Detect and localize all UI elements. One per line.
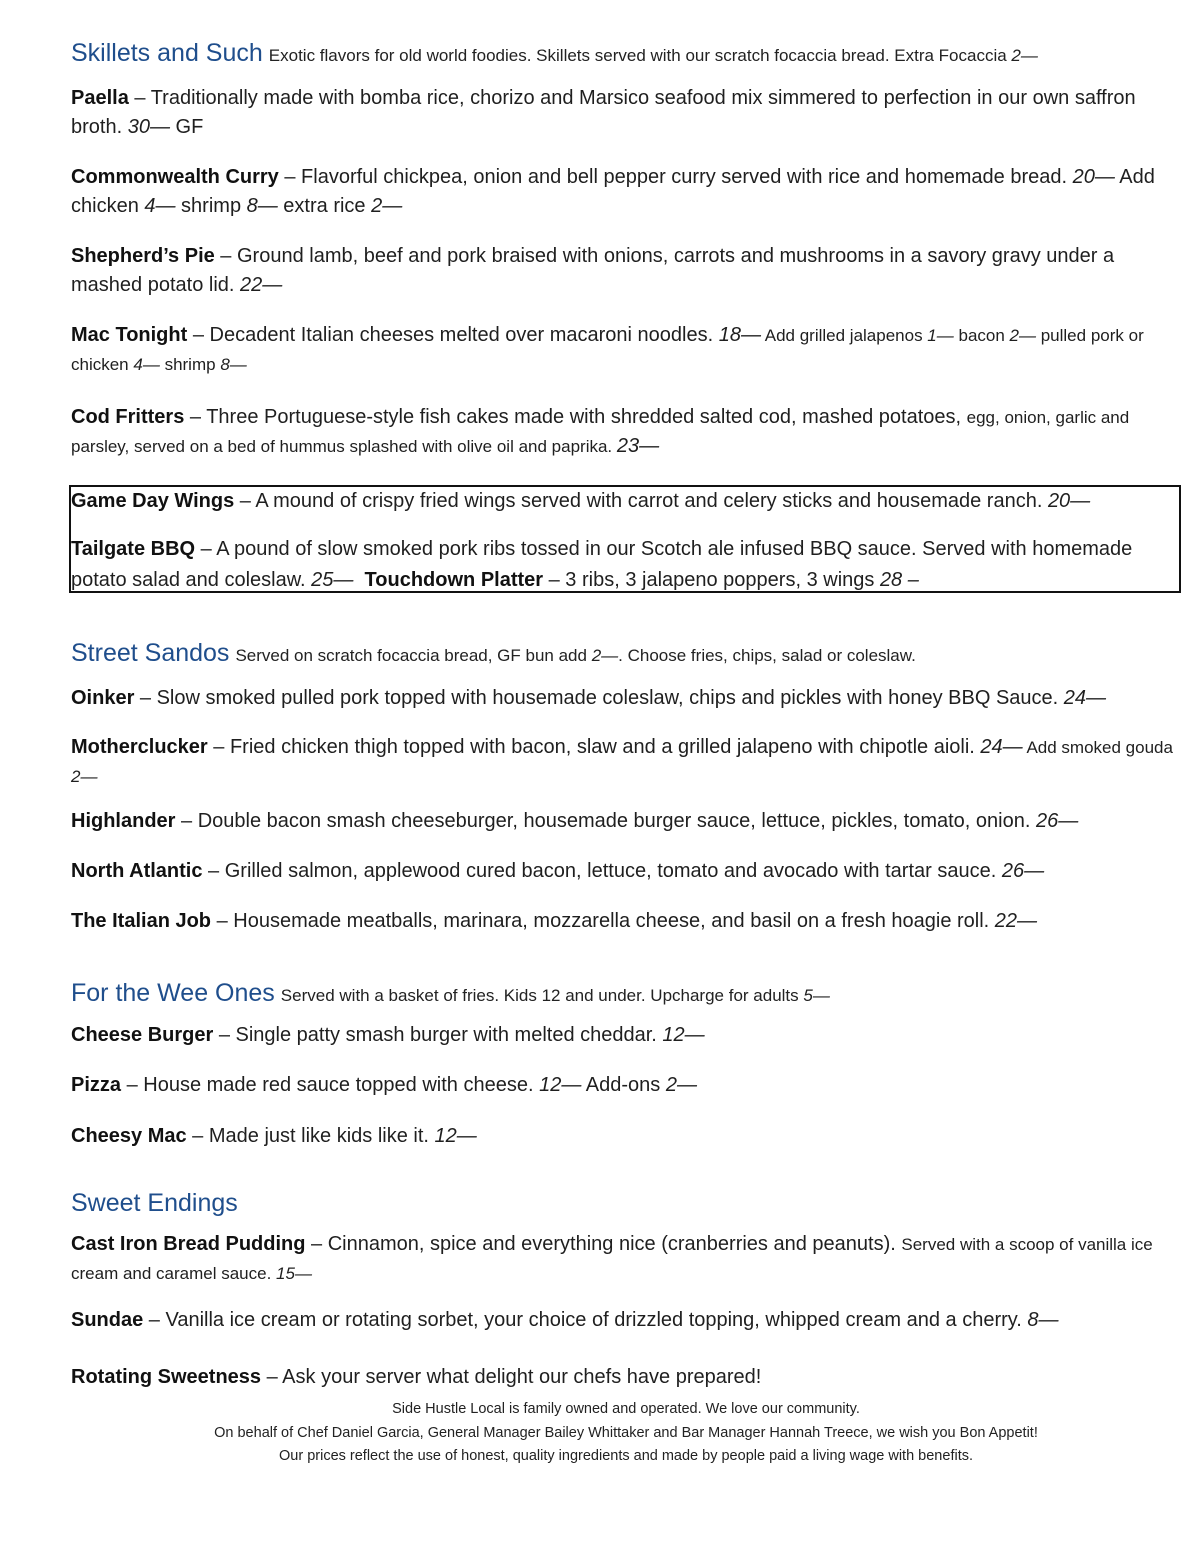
menu-item-north-atlantic (71, 857, 1181, 886)
price: 22— (240, 274, 283, 296)
item-description: – Vanilla ice cream or rotating sorbet, your choice of drizzled topping, whipped cream and a cherry. (143, 1309, 1028, 1331)
section-title: Sweet Endings (71, 1189, 238, 1217)
item-name: Shepherd’s Pie (71, 245, 215, 267)
menu-item-shepherds-pie (71, 242, 1181, 300)
item-description: – 3 ribs, 3 jalapeno poppers, 3 wings (543, 569, 880, 591)
item-description: – Grilled salmon, applewood cured bacon, lettuce, tomato and avocado with tartar sauce. (202, 860, 1002, 882)
menu-item-italian-job (71, 907, 1181, 936)
section-note: Exotic flavors for old world foodies. Skillets served with our scratch focaccia bread. Extra Focaccia 2— (268, 46, 1038, 65)
menu-item-rotating-sweetness (71, 1363, 1181, 1392)
price: 26— (1001, 860, 1045, 882)
item-name: Cheese Burger (71, 1024, 214, 1046)
footer-line: Side Hustle Local is family owned and operated. We love our community. (392, 1401, 860, 1417)
item-description: – Ground lamb, beef and pork braised with onions, carrots and mushrooms in a savory gravy under a mashed potato lid. (71, 245, 1115, 296)
addon: Add-ons (581, 1074, 666, 1096)
price: 25— (311, 569, 354, 591)
addon: shrimp (175, 195, 247, 217)
section-note: Served on scratch focaccia bread, GF bun add 2—. Choose fries, chips, salad or coleslaw. (235, 646, 916, 665)
item-description: – Made just like kids like it. (186, 1125, 435, 1147)
price: 20— (1047, 490, 1091, 512)
item-description: – Ask your server what delight our chefs have prepared! (261, 1366, 762, 1388)
dietary-note: GF (169, 116, 204, 138)
price: 2— (1011, 46, 1038, 65)
item-name: North Atlantic (71, 860, 203, 882)
game-day-specials-box (69, 485, 1181, 593)
item-name: Mac Tonight (71, 324, 188, 346)
price: 30— (127, 116, 170, 138)
item-description: – Double bacon smash cheeseburger, housemade burger sauce, lettuce, pickles, tomato, onion. (175, 810, 1036, 832)
item-description: – Fried chicken thigh topped with bacon, slaw and a grilled jalapeno with chipotle aioli. (207, 736, 981, 758)
price: 12— (662, 1024, 705, 1046)
item-name: Highlander (71, 810, 176, 832)
price: 4— (144, 195, 176, 217)
item-name: Rotating Sweetness (71, 1366, 262, 1388)
item-description: – A mound of crispy fried wings served with carrot and celery sticks and housemade ranch. (234, 490, 1048, 512)
price: 23— (616, 435, 660, 457)
menu-item-game-day-wings (71, 487, 1177, 516)
item-name: Cheesy Mac (71, 1125, 187, 1147)
item-name: Commonwealth Curry (71, 166, 279, 188)
addon: Add grilled jalapenos (760, 326, 928, 345)
price: 26— (1035, 810, 1079, 832)
addon: Add smoked gouda (1022, 738, 1173, 757)
price: 24— (1063, 687, 1107, 709)
price: 2— (71, 767, 98, 786)
price: 12— (434, 1125, 477, 1147)
menu-item-bread-pudding (71, 1230, 1181, 1288)
item-description: – Cinnamon, spice and everything nice (cranberries and peanuts). (305, 1233, 902, 1255)
item-name: The Italian Job (71, 910, 212, 932)
price: 20— (1072, 166, 1115, 188)
price: 28 – (879, 569, 919, 591)
price: 2— (591, 646, 619, 665)
item-name: Sundae (71, 1309, 144, 1331)
item-name: Paella (71, 87, 129, 109)
price: 24— (980, 736, 1023, 758)
item-description: – A pound of slow smoked pork ribs tossed in our Scotch ale infused BBQ sauce. Served with homemade potato salad and coleslaw. (71, 538, 1133, 591)
item-description: – Single patty smash burger with melted cheddar. (213, 1024, 663, 1046)
price: 2— (1009, 326, 1036, 345)
section-header-sweet-endings (71, 1188, 1181, 1218)
menu-item-mac-tonight (71, 321, 1181, 379)
item-name: Motherclucker (71, 736, 208, 758)
item-description: – Flavorful chickpea, onion and bell pepper curry served with rice and homemade bread. (278, 166, 1073, 188)
menu-item-cheesy-mac (71, 1122, 1181, 1151)
section-header-skillets (71, 38, 1181, 68)
footer-line: Our prices reflect the use of honest, quality ingredients and made by people paid a living wage with benefits. (279, 1448, 973, 1464)
section-title: Street Sandos (71, 639, 230, 667)
price: 18— (718, 324, 761, 346)
section-header-wee-ones (71, 978, 1181, 1008)
addon: pulled pork or chicken (71, 326, 1144, 374)
price: 8— (1027, 1309, 1059, 1331)
item-description: – Traditionally made with bomba rice, chorizo and Marsico seafood mix simmered to perfection in our own saffron broth. (71, 87, 1136, 138)
price: 22— (994, 910, 1038, 932)
price: 12— (539, 1074, 582, 1096)
footer-line: On behalf of Chef Daniel Garcia, General Manager Bailey Whittaker and Bar Manager Hannah Treece, we wish you Bon Appetit! (214, 1424, 1038, 1441)
item-description: – Slow smoked pulled pork topped with housemade coleslaw, chips and pickles with honey BBQ Sauce. (134, 687, 1064, 709)
item-name: Oinker (71, 687, 135, 709)
item-name: Pizza (71, 1074, 122, 1096)
item-description: Served with a scoop of vanilla ice cream and caramel sauce. (71, 1235, 1153, 1283)
section-header-sandos (71, 638, 1181, 668)
item-description: egg, onion, garlic and parsley, served on a bed of hummus splashed with olive oil and paprika. (71, 408, 1130, 456)
price: 1— (927, 326, 954, 345)
item-description: – Housemade meatballs, marinara, mozzarella cheese, and basil on a fresh hoagie roll. (211, 910, 995, 932)
item-description: – House made red sauce topped with cheese. (121, 1074, 540, 1096)
price: 15— (276, 1264, 312, 1283)
menu-item-cod-fritters (71, 403, 1181, 461)
addon: Add chicken (71, 166, 1155, 217)
section-title: Skillets and Such (71, 39, 263, 67)
addon: bacon (953, 326, 1010, 345)
menu-item-oinker (71, 684, 1181, 713)
section-note: Served with a basket of fries. Kids 12 and under. Upcharge for adults 5— (280, 986, 830, 1005)
price: 4— (133, 355, 160, 374)
menu-item-motherclucker (71, 733, 1181, 791)
price: 8— (246, 195, 278, 217)
addon: shrimp (159, 355, 221, 374)
menu-item-commonwealth-curry (71, 163, 1181, 221)
menu-item-tailgate-bbq (71, 534, 1177, 596)
price: 5— (803, 986, 830, 1005)
item-name: Cast Iron Bread Pudding (71, 1233, 306, 1255)
item-name: Cod Fritters (71, 406, 185, 428)
item-name: Game Day Wings (71, 490, 235, 512)
menu-item-paella (71, 84, 1181, 142)
menu-item-pizza (71, 1071, 1181, 1100)
addon: extra rice (277, 195, 372, 217)
menu-item-sundae (71, 1306, 1181, 1335)
menu-item-highlander (71, 807, 1181, 836)
price: 2— (371, 195, 403, 217)
item-description: – Three Portuguese-style fish cakes made with shredded salted cod, mashed potatoes, (184, 406, 967, 428)
menu-item-cheese-burger (71, 1021, 1181, 1050)
section-title: For the Wee Ones (71, 979, 275, 1007)
price: 2— (665, 1074, 697, 1096)
price: 8— (220, 355, 247, 374)
menu-footer (0, 1398, 1200, 1469)
item-description: – Decadent Italian cheeses melted over macaroni noodles. (187, 324, 719, 346)
item-name: Tailgate BBQ (71, 538, 196, 560)
item-name: Touchdown Platter (364, 569, 544, 591)
